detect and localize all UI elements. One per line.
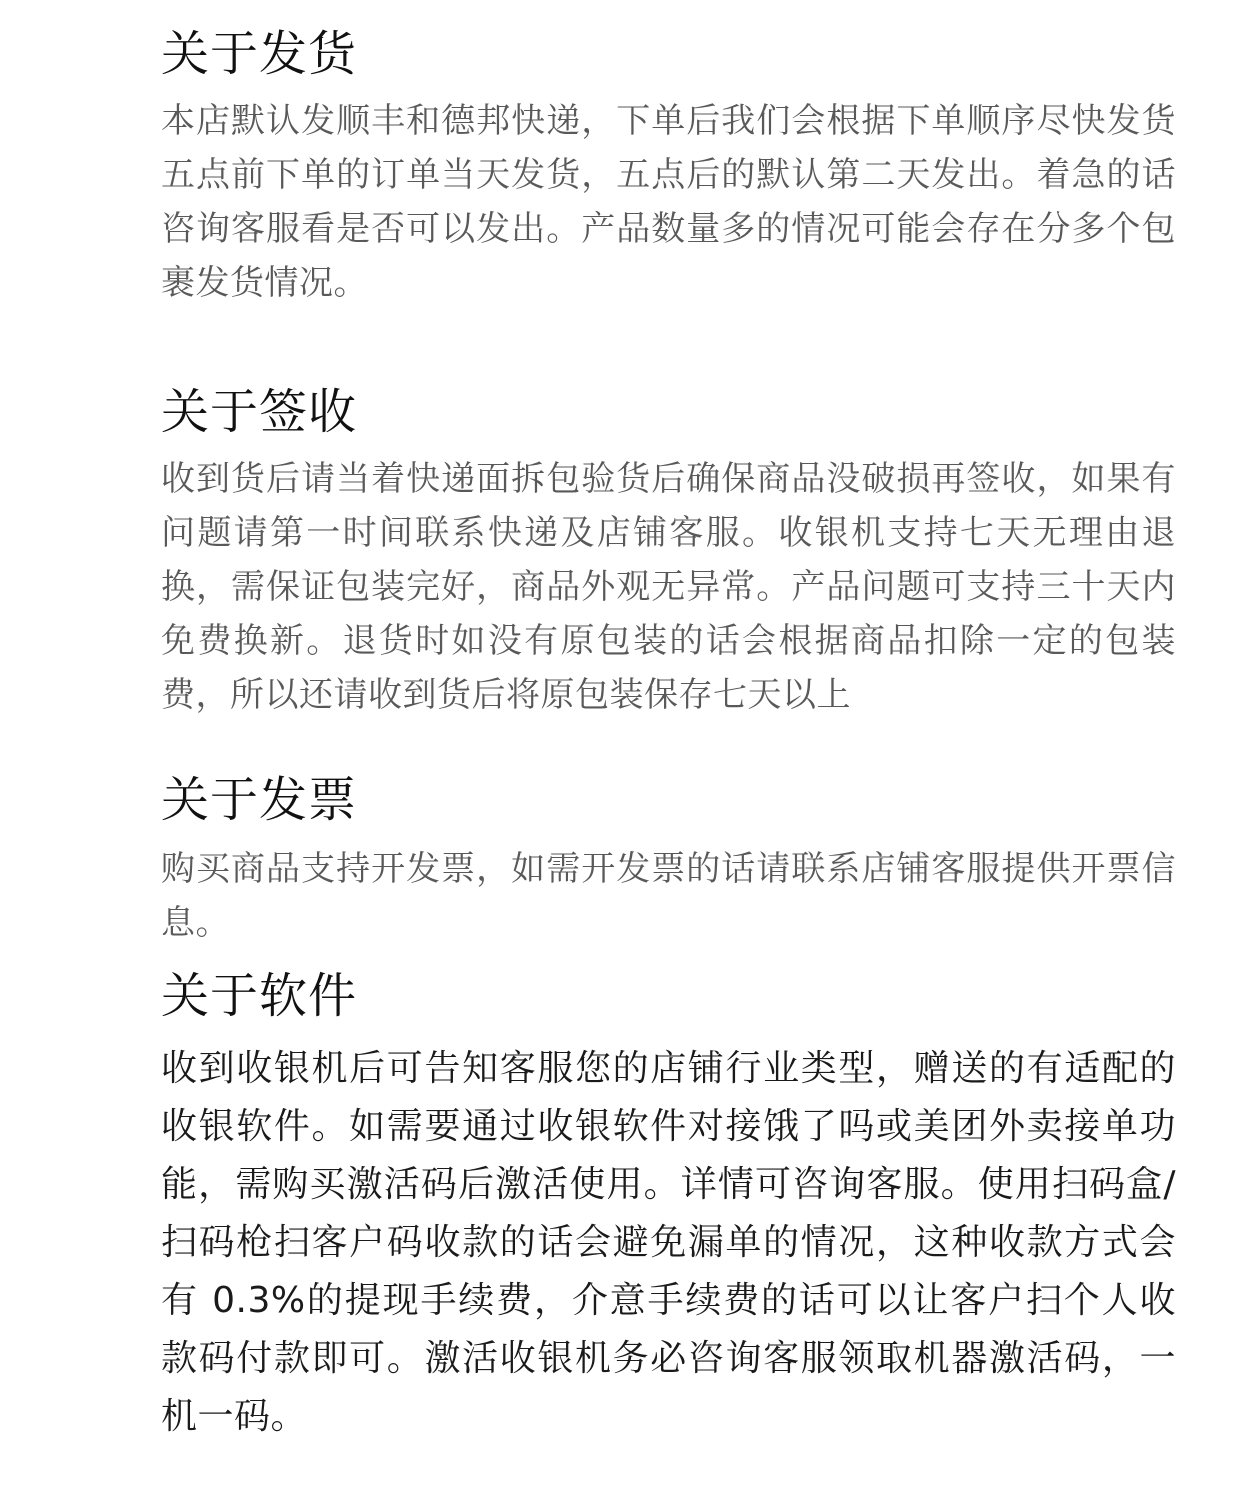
section-body: 收到收银机后可告知客服您的店铺行业类型，赠送的有适配的收银软件。如需要通过收银软件对接饿了吗或美团外卖接单功能，需购买激活码后激活使用。详情可咨询客服。使用扫码盒/扫码枪扫客户码收款的话会避免漏单的情况，这种收款方式会有 0.3%的提现手续费，介意手续费的话可以让客户扫个人收款码付款即可。激活收银机务必咨询客服领取机器激活码，一机一码。 bbox=[161, 1048, 1176, 1437]
section-body: 本店默认发顺丰和德邦快递，下单后我们会根据下单顺序尽快发货五点前下单的订单当天发货，五点后的默认第二天发出。着急的话咨询客服看是否可以发出。产品数量多的情况可能会存在分多个包裹发货情况。 bbox=[161, 101, 1176, 303]
section-title: 关于软件 bbox=[161, 968, 358, 1024]
section-receipt bbox=[161, 382, 1176, 722]
section-body: 购买商品支持开发票，如需开发票的话请联系店铺客服提供开票信息。 bbox=[161, 849, 1176, 943]
section-title: 关于发票 bbox=[161, 772, 358, 828]
section-body: 收到货后请当着快递面拆包验货后确保商品没破损再签收，如果有问题请第一时间联系快递及店铺客服。收银机支持七天无理由退换，需保证包装完好，商品外观无异常。产品问题可支持三十天内免费换新。退货时如没有原包装的话会根据商品扣除一定的包装费，所以还请收到货后将原包装保存七天以上 bbox=[161, 459, 1176, 715]
section-invoice bbox=[161, 770, 1176, 950]
section-software bbox=[161, 966, 1176, 1446]
section-title: 关于发货 bbox=[161, 26, 358, 82]
section-title: 关于签收 bbox=[161, 384, 358, 440]
section-shipping bbox=[161, 24, 1176, 310]
